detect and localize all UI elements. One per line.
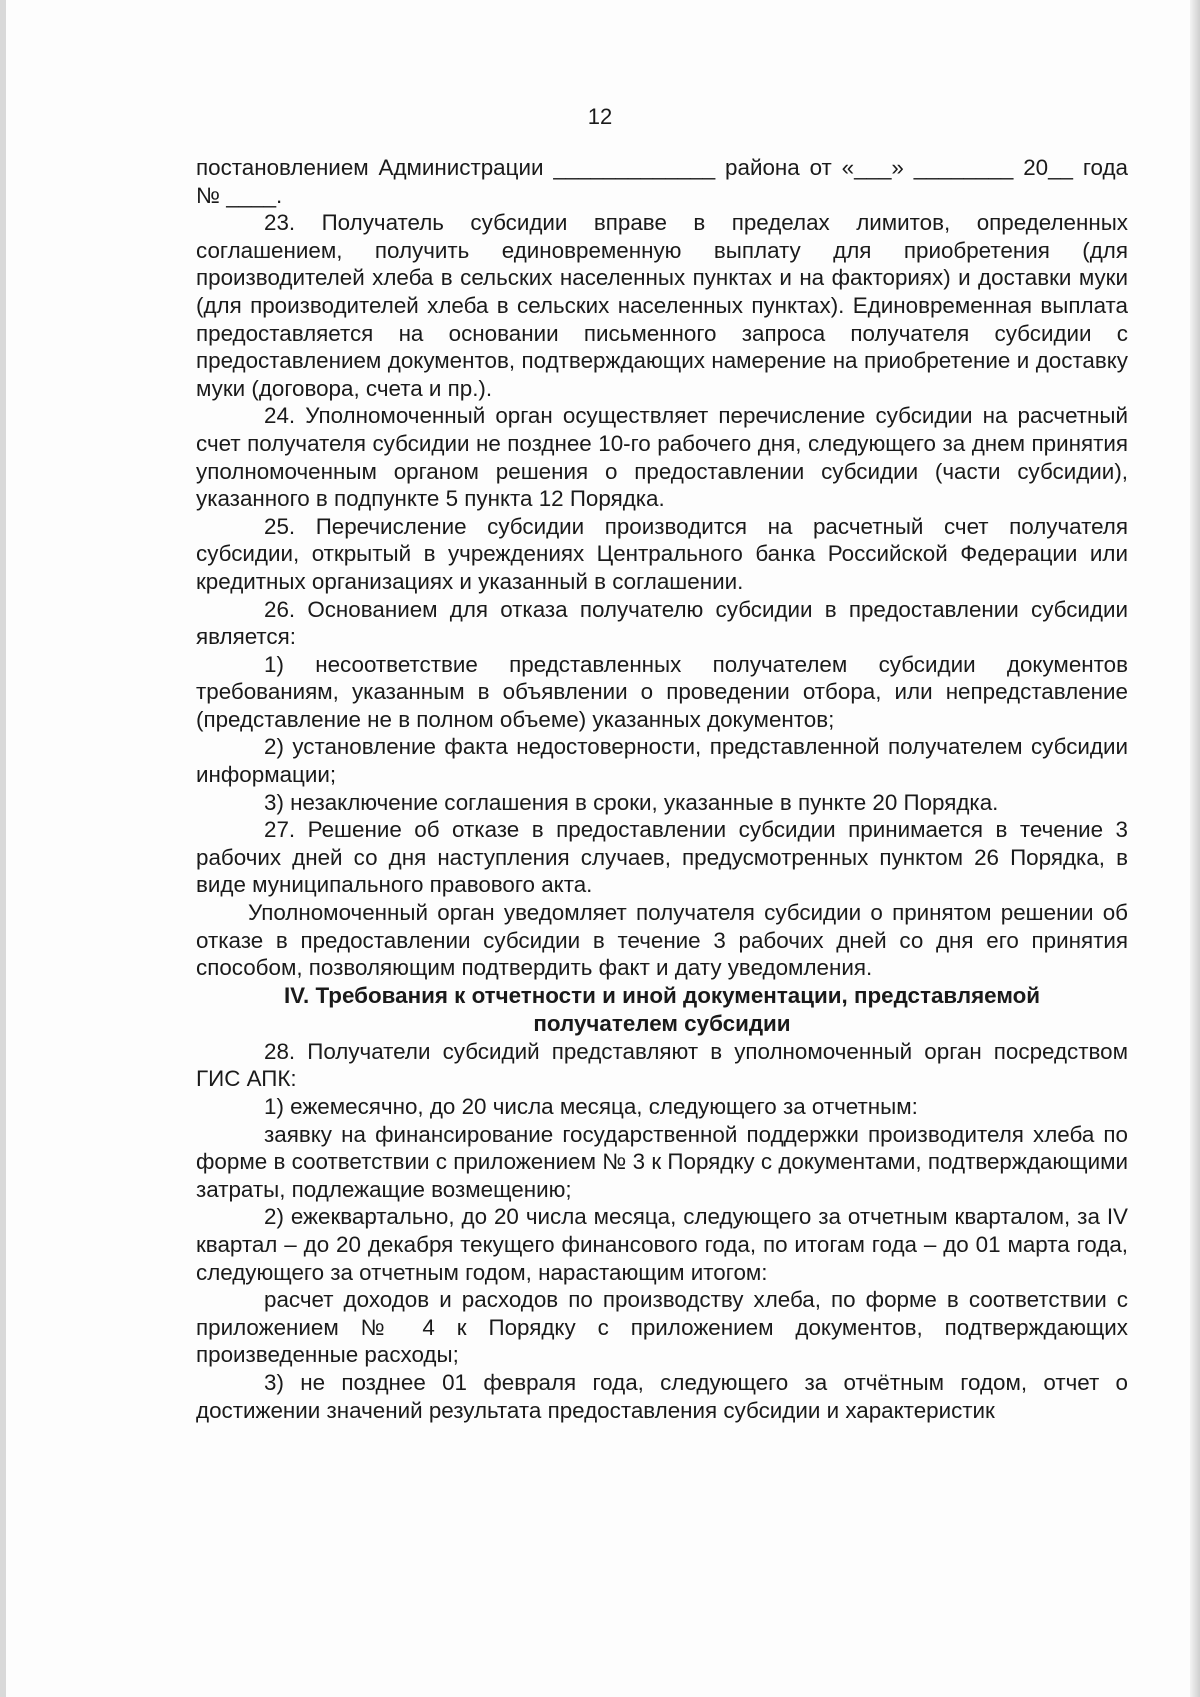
paragraph: 28. Получатели субсидий представляют в уполномоченный орган посредством ГИС АПК:: [196, 1038, 1128, 1092]
paragraph: 1) ежемесячно, до 20 числа месяца, следующего за отчетным:: [264, 1094, 918, 1119]
scan-left-edge: [0, 0, 6, 1697]
paragraph: заявку на финансирование государственной поддержки производителя хлеба по форме в соответствии с приложением № 3 к Порядку с документами, подтверждающими затраты, подлежащие возмещению;: [196, 1121, 1128, 1202]
paragraph: 23. Получатель субсидии вправе в пределах лимитов, определенных соглашением, получить единовременную выплату для приобретения (для производителей хлеба в сельских населенных пунктах и на факториях) и доставки муки (для производителей хлеба в сельских населенных пунктах). Единовременная выплата предоставляется на основании письменного запроса получателя субсидии с предоставлением документов, подтверждающих намерение на приобретение и доставку муки (договора, счета и пр.).: [196, 210, 1128, 401]
paragraph: Уполномоченный орган уведомляет получателя субсидии о принятом решении об отказе в предоставлении субсидии в течение 3 рабочих дней со дня его принятия способом, позволяющим подтвердить факт и дату уведомления.: [196, 900, 1128, 981]
document-body: [196, 154, 1128, 1424]
paragraph: 2) установление факта недостоверности, представленной получателем субсидии информации;: [196, 734, 1128, 788]
paragraph: 24. Уполномоченный орган осуществляет перечисление субсидии на расчетный счет получателя субсидии не позднее 10-го рабочего дня, следующего за днем принятия уполномоченным органом решения о предоставлении субсидии (части субсидии), указанного в подпункте 5 пункта 12 Порядка.: [196, 403, 1128, 512]
paragraph: 3) незаключение соглашения в сроки, указанные в пункте 20 Порядка.: [264, 789, 999, 815]
scan-right-edge: [1190, 0, 1200, 1697]
page-number: 12: [587, 104, 613, 129]
paragraph: 27. Решение об отказе в предоставлении субсидии принимается в течение 3 рабочих дней со дня наступления случаев, предусмотренных пунктом 26 Порядка, в виде муниципального правового акта.: [196, 817, 1128, 898]
paragraph: 2) ежеквартально, до 20 числа месяца, следующего за отчетным кварталом, за IV квартал – до 20 декабря текущего финансового года, по итогам года – до 01 марта года, следующего за отчетным годом, нарастающим итогом:: [196, 1204, 1128, 1285]
paragraphs-part2: [196, 1038, 1128, 1424]
paragraph: 26. Основанием для отказа получателю субсидии в предоставлении субсидии является:: [196, 596, 1128, 650]
paragraphs-part1: [196, 154, 1128, 982]
section-heading-line1: IV. Требования к отчетности и иной документации, представляемой: [283, 982, 1041, 1008]
paragraph: 1) несоответствие представленных получателем субсидии документов требованиям, указанным в объявлении о проведении отбора, или непредставление (представление не в полном объеме) указанных документов;: [196, 651, 1128, 732]
paragraph: 3) не позднее 01 февраля года, следующего за отчётным годом, отчет о достижении значений результата предоставления субсидии и характеристик: [196, 1369, 1128, 1423]
paragraph: расчет доходов и расходов по производству хлеба, по форме в соответствии с приложением № 4 к Порядку с приложением документов, подтверждающих произведенные расходы;: [196, 1287, 1128, 1368]
paragraph: 25. Перечисление субсидии производится на расчетный счет получателя субсидии, открытый в учреждениях Центрального банка Российской Федерации или кредитных организациях и указанный в соглашении.: [196, 513, 1128, 594]
section-heading-line2: получателем субсидии: [533, 1010, 791, 1036]
section-heading: [196, 982, 1128, 1038]
paragraph: постановлением Администрации _____________ района от «___» ________ 20__ года № ____.: [196, 155, 1128, 208]
